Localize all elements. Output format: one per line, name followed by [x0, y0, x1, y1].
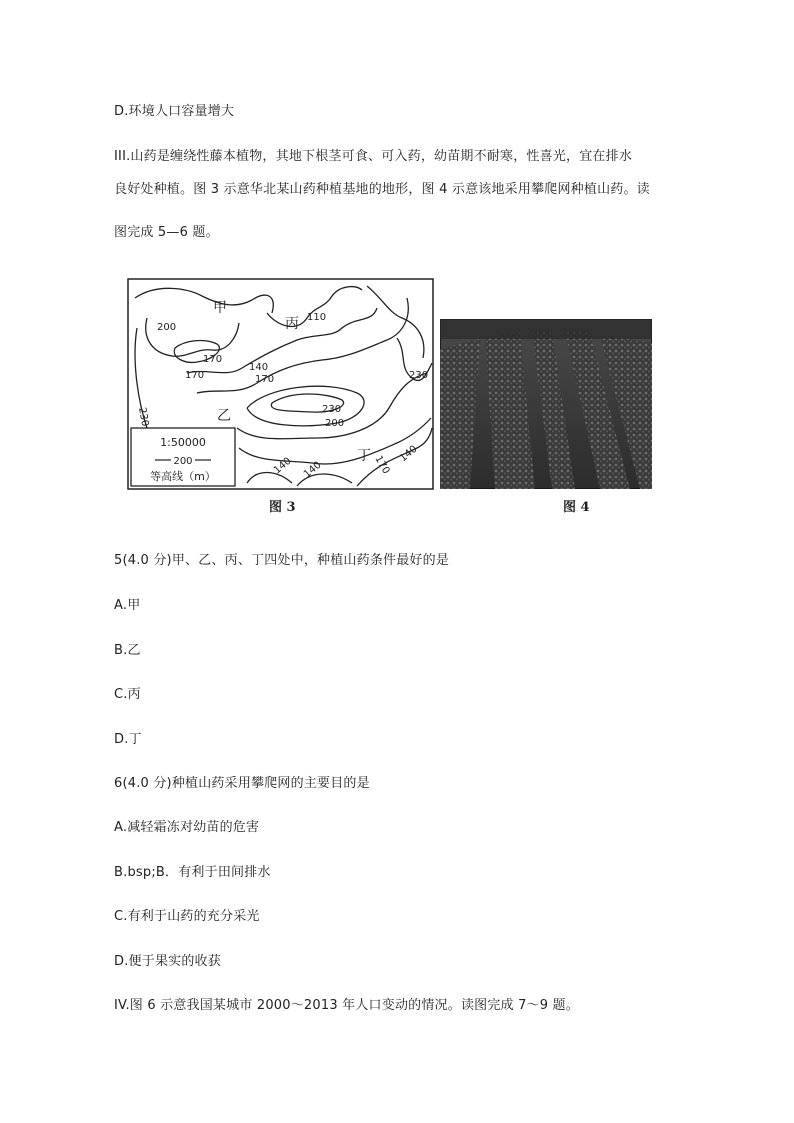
- contour-map: [127, 278, 435, 492]
- contour-value: 230: [409, 370, 429, 381]
- contour-value: 200: [157, 322, 177, 333]
- contour-value: 140: [301, 459, 324, 481]
- contour-value: 110: [307, 312, 327, 323]
- figure-caption: 图 3: [269, 500, 296, 515]
- question-stem: 5(4.0 分)甲、乙、丙、丁四处中，种植山药条件最好的是: [114, 553, 450, 568]
- contour-value: 140: [271, 455, 294, 477]
- contour-value: 170: [203, 354, 223, 365]
- question-stem: 6(4.0 分)种植山药采用攀爬网的主要目的是: [114, 776, 370, 791]
- option: A.减轻霜冻对幼苗的危害: [114, 820, 260, 835]
- contour-value: 170: [185, 370, 205, 381]
- contour-value: 230: [136, 406, 151, 428]
- legend-scale: 1:50000: [160, 436, 206, 449]
- map-point-bing: 丙: [285, 316, 299, 332]
- contour-value: 230: [322, 404, 342, 415]
- section-heading: IV.图 6 示意我国某城市 2000～2013 年人口变动的情况。读图完成 7～9 题。: [114, 998, 579, 1013]
- option: A.甲: [114, 598, 141, 613]
- option: C.有利于山药的充分采光: [114, 909, 260, 924]
- map-point-yi: 乙: [217, 408, 231, 424]
- legend-label: 等高线（m）: [150, 470, 216, 483]
- option: D.丁: [114, 732, 142, 747]
- photo-horizon: [440, 319, 652, 339]
- legend-line-value: 200: [173, 456, 193, 467]
- contour-value: 200: [325, 418, 345, 429]
- text-line: 图完成 5—6 题。: [114, 225, 219, 240]
- option: D.便于果实的收获: [114, 954, 221, 969]
- contour-value: 140: [397, 443, 420, 465]
- text-line: III.山药是缠绕性藤本植物，其地下根茎可食、可入药，幼苗期不耐寒，性喜光，宜在排水: [114, 149, 633, 164]
- option: B.bsp;B．有利于田间排水: [114, 865, 271, 880]
- text-line: D.环境人口容量增大: [114, 104, 235, 119]
- field-photo: [440, 319, 652, 489]
- contour-value: 170: [372, 454, 392, 477]
- option: B.乙: [114, 643, 141, 658]
- figure-caption: 图 4: [563, 500, 590, 515]
- map-point-ding: 丁: [357, 448, 371, 464]
- contour-value: 140: [249, 362, 269, 373]
- map-point-jia: 甲: [213, 300, 227, 316]
- contour-value: 170: [255, 374, 275, 385]
- text-line: 良好处种植。图 3 示意华北某山药种植基地的地形，图 4 示意该地采用攀爬网种植山药。读: [114, 182, 650, 197]
- option: C.丙: [114, 687, 141, 702]
- figure-row: [127, 278, 657, 514]
